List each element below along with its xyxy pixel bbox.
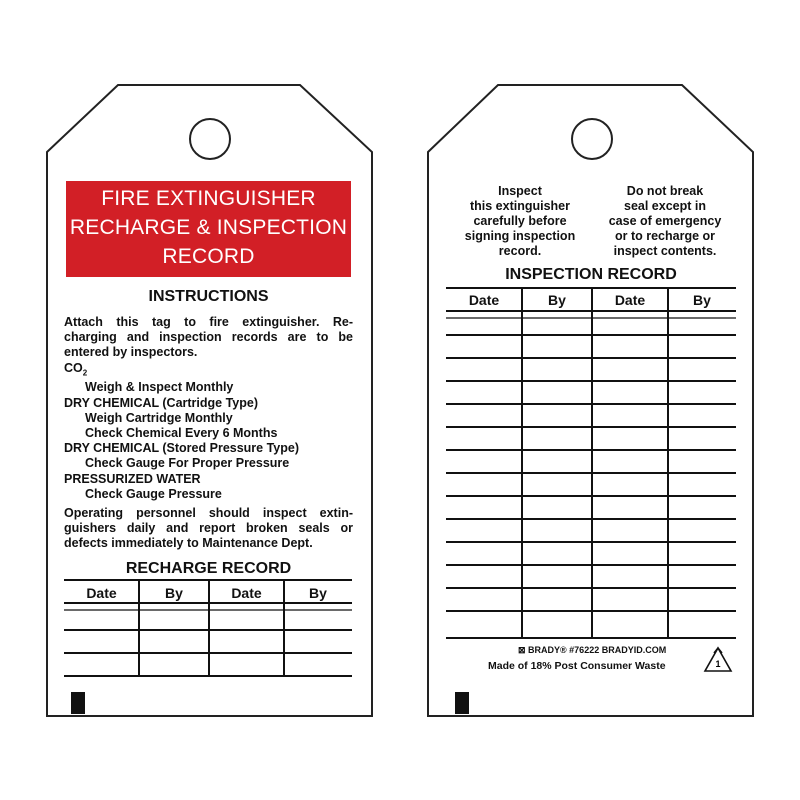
inspect-notice-line-5: record. (498, 244, 542, 258)
inspection-col-date-1: Date (468, 292, 500, 308)
banner-line-3: RECORD (162, 245, 255, 268)
banner-line-1: FIRE EXTINGUISHER (101, 187, 316, 210)
brady-part-line: ⊠ BRADY® #76222 BRADYID.COM (518, 645, 667, 655)
inspection-col-by-1: By (548, 292, 566, 308)
inspect-notice-line-4: signing inspection (464, 229, 576, 243)
co2-subscript: 2 (82, 368, 88, 378)
intro-line-1: Attach this tag to fire extinguisher. Re- (64, 315, 353, 329)
inspection-col-by-2: By (693, 292, 711, 308)
instructions-heading: INSTRUCTIONS (148, 288, 269, 305)
recharge-record-heading: RECHARGE RECORD (125, 560, 292, 577)
co2-text: CO (64, 360, 83, 375)
inspect-notice-line-1: Inspect (498, 184, 542, 198)
banner-line-2: RECHARGE & INSPECTION (69, 216, 348, 239)
pressurized-label: PRESSURIZED WATER (64, 471, 201, 486)
seal-notice-line-2: seal except in (624, 199, 706, 213)
recharge-col-by-2: By (309, 585, 327, 601)
pressurized-item: Check Gauge Pressure (85, 486, 222, 501)
dry-cartridge-item-2: Check Chemical Every 6 Months (85, 425, 278, 440)
dry-cartridge-label: DRY CHEMICAL (Cartridge Type) (64, 395, 259, 410)
recharge-col-date-1: Date (86, 585, 117, 601)
inspection-record-heading: INSPECTION RECORD (505, 266, 677, 283)
seal-notice-line-1: Do not break (626, 184, 704, 198)
intro-line-2: charging and inspection records are to be (64, 330, 353, 345)
dry-stored-item: Check Gauge For Proper Pressure (85, 456, 290, 471)
recycle-number: 1 (715, 659, 721, 669)
operating-line-1: Operating personnel should inspect extin- (64, 505, 353, 520)
inspection-col-date-2: Date (614, 292, 646, 308)
operating-line-2: guishers daily and report broken seals or (64, 521, 353, 536)
seal-notice-line-5: inspect contents. (613, 244, 717, 258)
dry-stored-label: DRY CHEMICAL (Stored Pressure Type) (64, 441, 300, 456)
dry-cartridge-item-1: Weigh Cartridge Monthly (85, 410, 233, 425)
seal-notice-line-4: or to recharge or (614, 229, 716, 243)
recharge-col-date-2: Date (231, 585, 262, 601)
intro-line-3: entered by inspectors. (64, 345, 198, 360)
recycle-icon (703, 646, 733, 674)
co2-item: Weigh & Inspect Monthly (85, 380, 234, 395)
back-tag-register-mark (455, 692, 469, 714)
seal-notice-line-3: case of emergency (608, 214, 722, 228)
recharge-col-by-1: By (165, 585, 183, 601)
inspect-notice-line-3: carefully before (473, 214, 567, 228)
recycled-content-line: Made of 18% Post Consumer Waste (488, 660, 666, 672)
operating-line-3: defects immediately to Maintenance Dept. (64, 536, 313, 551)
inspect-notice-line-2: this extinguisher (469, 199, 571, 213)
